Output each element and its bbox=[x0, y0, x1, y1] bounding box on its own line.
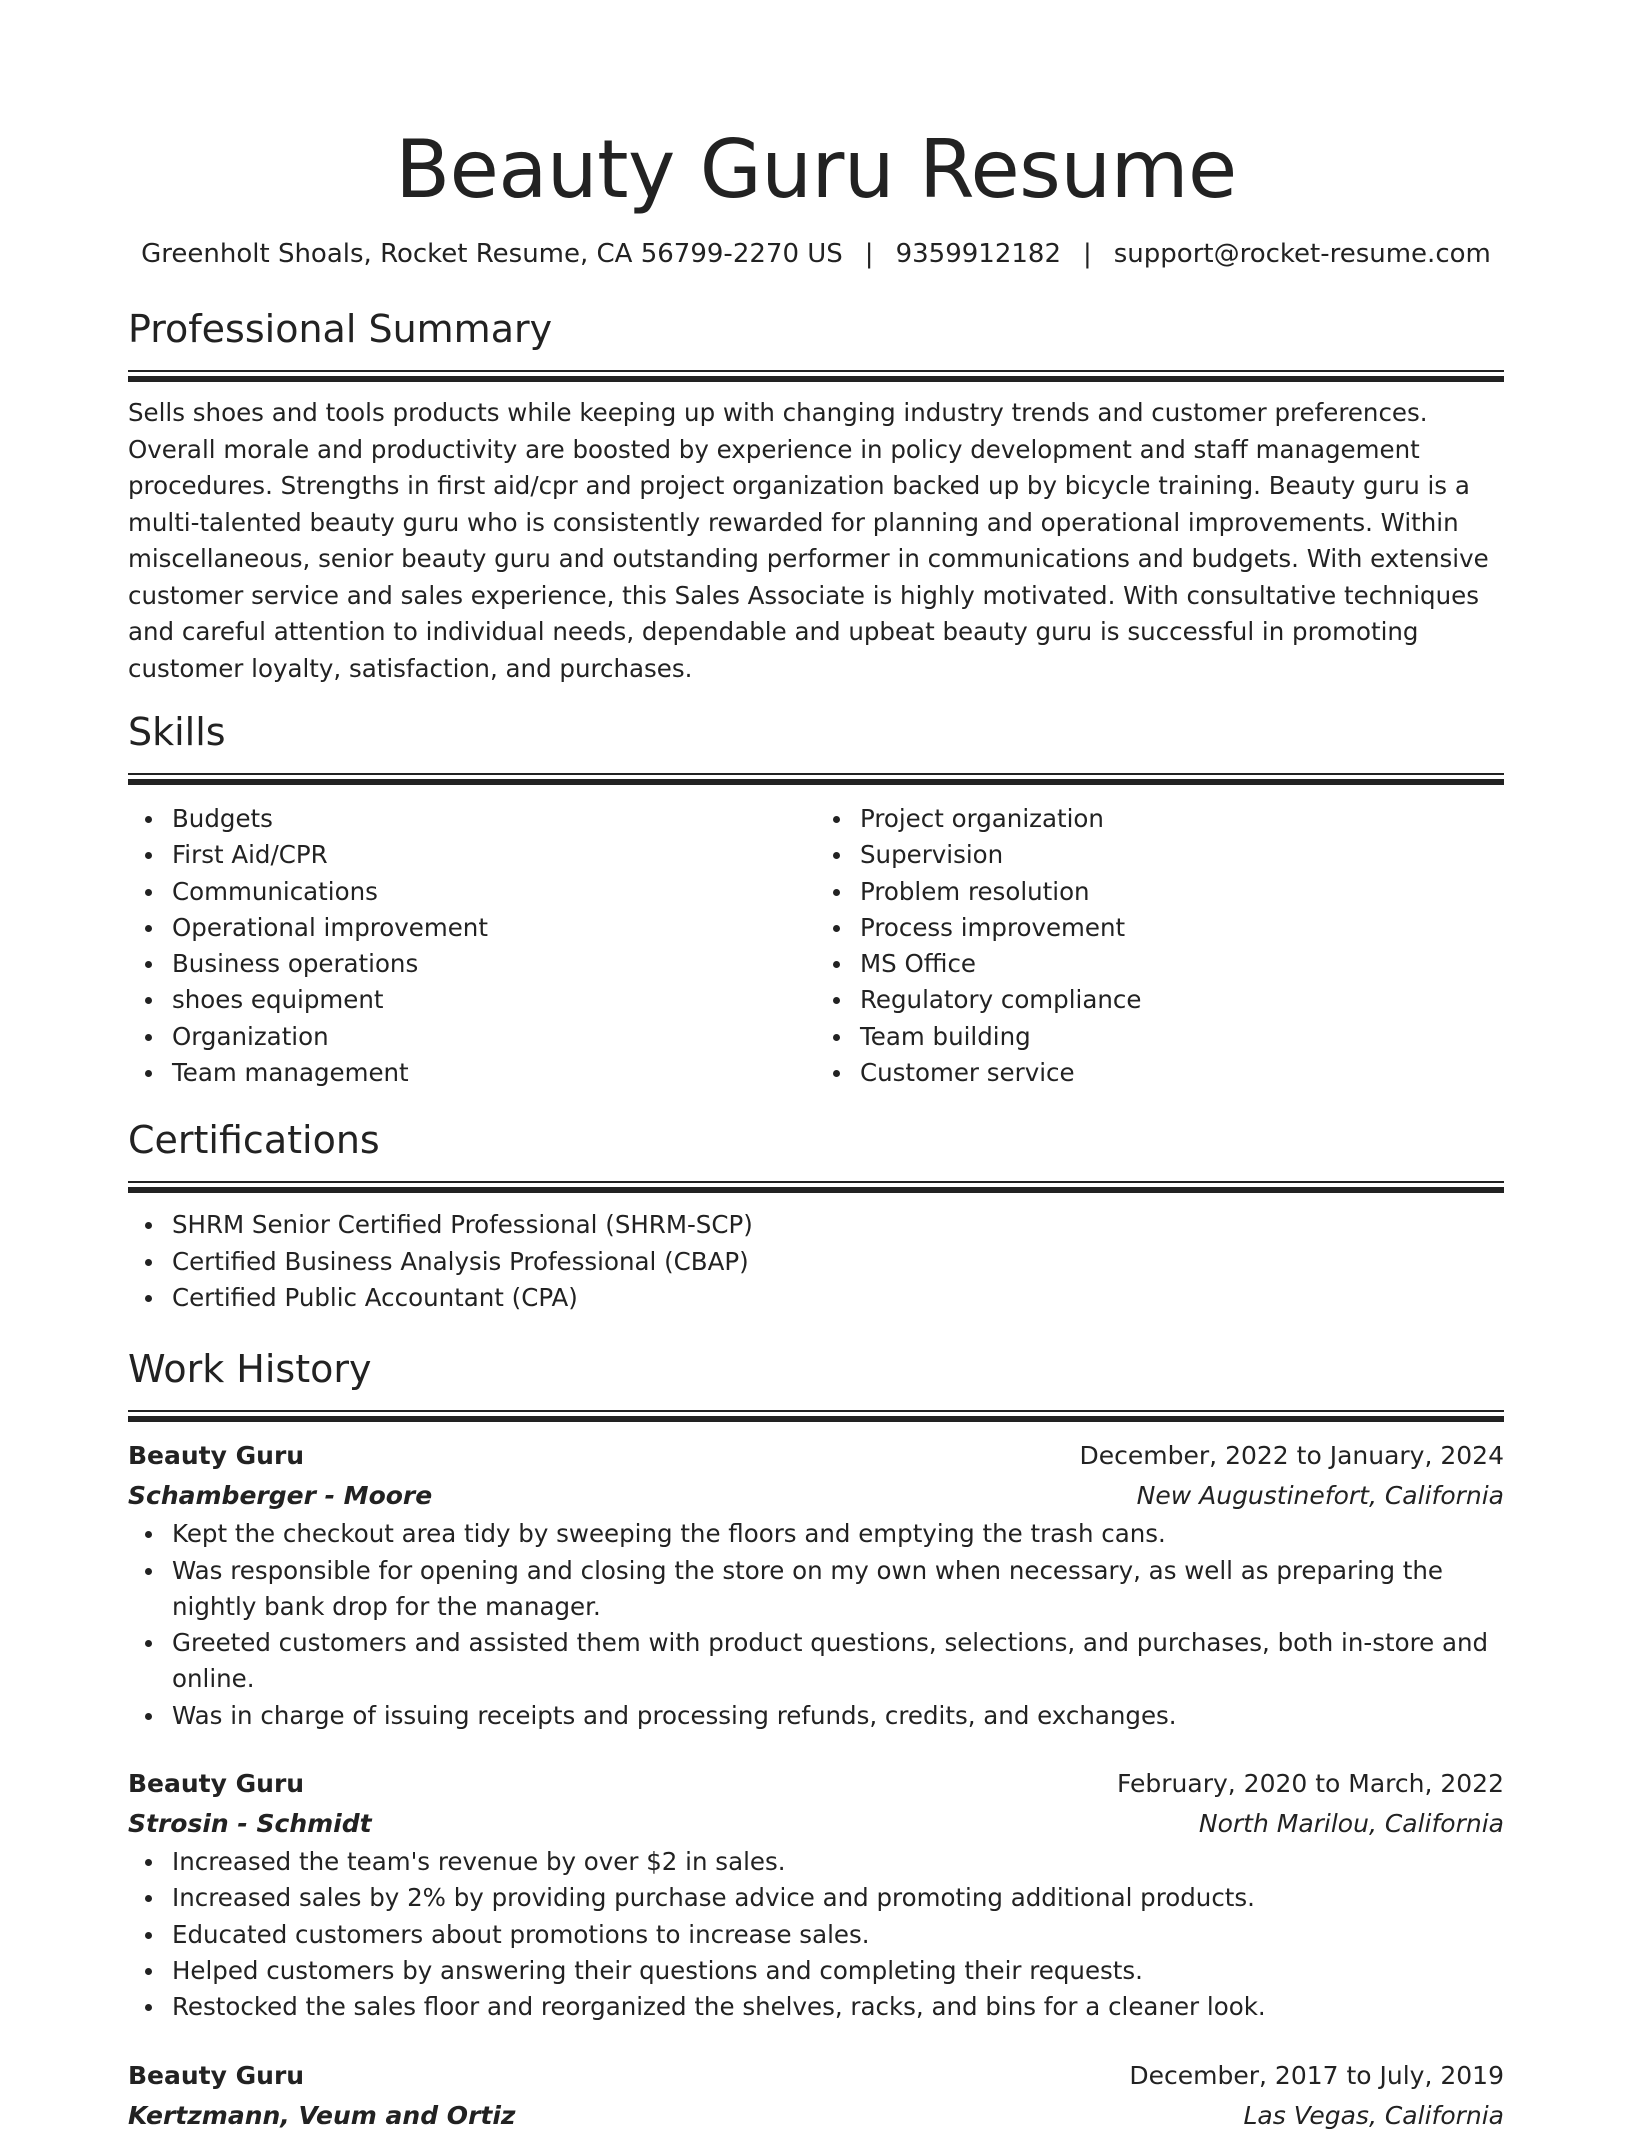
skill-item: Project organization bbox=[816, 801, 1504, 837]
skill-item: Operational improvement bbox=[128, 910, 816, 946]
skill-item: Supervision bbox=[816, 837, 1504, 873]
certification-item: Certified Business Analysis Professional (CBAP) bbox=[128, 1244, 1504, 1280]
job-title-row bbox=[128, 2056, 1504, 2096]
job-company: Schamberger - Moore bbox=[128, 1481, 433, 1511]
skills-grid bbox=[128, 801, 1504, 1091]
job-duty: Restocked the sales floor and reorganized the shelves, racks, and bins for a cleaner look. bbox=[128, 1989, 1504, 2025]
job-duty: Kept the checkout area tidy by sweeping the floors and emptying the trash cans. bbox=[128, 1516, 1504, 1552]
skills-section bbox=[128, 707, 1504, 1091]
job-location: North Marilou, California bbox=[1198, 1809, 1504, 1839]
job-entry bbox=[128, 2056, 1504, 2136]
job-duty: Increased sales by 2% by providing purchase advice and promoting additional products. bbox=[128, 1880, 1504, 1916]
skill-item: shoes equipment bbox=[128, 982, 816, 1018]
job-dates: February, 2020 to March, 2022 bbox=[1116, 1769, 1504, 1799]
skill-item: Budgets bbox=[128, 801, 816, 837]
job-duties bbox=[128, 1844, 1504, 2025]
contact-address: Greenholt Shoals, Rocket Resume, CA 56799-2270 US bbox=[141, 239, 843, 269]
skill-item: Problem resolution bbox=[816, 874, 1504, 910]
certifications-section bbox=[128, 1115, 1504, 1316]
skill-item: Customer service bbox=[816, 1055, 1504, 1091]
job-location: Las Vegas, California bbox=[1243, 2100, 1504, 2130]
section-divider bbox=[128, 1410, 1504, 1422]
job-duty: Educated customers about promotions to increase sales. bbox=[128, 1917, 1504, 1953]
skill-item: Communications bbox=[128, 874, 816, 910]
job-title: Beauty Guru bbox=[128, 2060, 305, 2090]
work-history-section bbox=[128, 1344, 1504, 2135]
job-company-row bbox=[128, 1804, 1504, 1844]
summary-heading: Professional Summary bbox=[128, 307, 553, 351]
job-location: New Augustinefort, California bbox=[1136, 1481, 1504, 1511]
job-duty: Was responsible for opening and closing the store on my own when necessary, as well as preparing the nightly bank drop for the manager. bbox=[128, 1553, 1504, 1626]
job-duty: Increased the team's revenue by over $2 in sales. bbox=[128, 1844, 1504, 1880]
job-company: Kertzmann, Veum and Ortiz bbox=[128, 2100, 516, 2130]
skills-heading: Skills bbox=[128, 710, 226, 754]
job-company-row bbox=[128, 1476, 1504, 1516]
contact-email: support@rocket-resume.com bbox=[1113, 239, 1491, 269]
job-duty: Was in charge of issuing receipts and processing refunds, credits, and exchanges. bbox=[128, 1698, 1504, 1734]
job-duty: Helped customers by answering their questions and completing their requests. bbox=[128, 1953, 1504, 1989]
skills-list-right bbox=[816, 801, 1504, 1091]
certification-item: Certified Public Accountant (CPA) bbox=[128, 1280, 1504, 1316]
job-entry bbox=[128, 1436, 1504, 1734]
summary-text: Sells shoes and tools products while keeping up with changing industry trends and customer preferences. Overall morale and productivity are boosted by experience in policy development and staff management procedures. Strengths in first aid/cpr and project organization backed up by bicycle training. Beauty guru is a multi-talented beauty guru who is consistently rewarded for planning and operational improvements. Within miscellaneous, senior beauty guru and outstanding performer in communications and budgets. With extensive customer service and sales experience, this Sales Associate is highly motivated. With consultative techniques and careful attention to individual needs, dependable and upbeat beauty guru is successful in promoting customer loyalty, satisfaction, and purchases. bbox=[128, 398, 1489, 683]
work-history-heading: Work History bbox=[128, 1347, 372, 1392]
section-divider bbox=[128, 370, 1504, 382]
summary-section bbox=[128, 304, 1504, 687]
job-duties bbox=[128, 1516, 1504, 1734]
contact-phone: 9359912182 bbox=[895, 239, 1061, 269]
job-company-row bbox=[128, 2096, 1504, 2136]
job-dates: December, 2017 to July, 2019 bbox=[1129, 2060, 1504, 2090]
resume-title: Beauty Guru Resume bbox=[395, 123, 1237, 216]
contact-line bbox=[128, 236, 1504, 272]
skill-item: First Aid/CPR bbox=[128, 837, 816, 873]
job-entry bbox=[128, 1764, 1504, 2025]
job-title: Beauty Guru bbox=[128, 1769, 305, 1799]
certifications-list bbox=[128, 1207, 1504, 1316]
skill-item: Business operations bbox=[128, 946, 816, 982]
certifications-heading: Certifications bbox=[128, 1118, 380, 1163]
job-dates: December, 2022 to January, 2024 bbox=[1079, 1441, 1504, 1471]
skills-list-left bbox=[128, 801, 816, 1091]
skill-item: MS Office bbox=[816, 946, 1504, 982]
job-title-row bbox=[128, 1436, 1504, 1476]
job-title: Beauty Guru bbox=[128, 1441, 305, 1471]
skill-item: Team management bbox=[128, 1055, 816, 1091]
contact-separator: | bbox=[1082, 239, 1092, 269]
certification-item: SHRM Senior Certified Professional (SHRM-SCP) bbox=[128, 1207, 1504, 1243]
skill-item: Organization bbox=[128, 1019, 816, 1055]
contact-separator: | bbox=[864, 239, 874, 269]
skill-item: Team building bbox=[816, 1019, 1504, 1055]
job-duty: Greeted customers and assisted them with product questions, selections, and purchases, both in-store and online. bbox=[128, 1625, 1504, 1698]
skill-item: Regulatory compliance bbox=[816, 982, 1504, 1018]
job-company: Strosin - Schmidt bbox=[128, 1809, 372, 1839]
job-title-row bbox=[128, 1764, 1504, 1804]
section-divider bbox=[128, 773, 1504, 785]
skill-item: Process improvement bbox=[816, 910, 1504, 946]
section-divider bbox=[128, 1181, 1504, 1193]
